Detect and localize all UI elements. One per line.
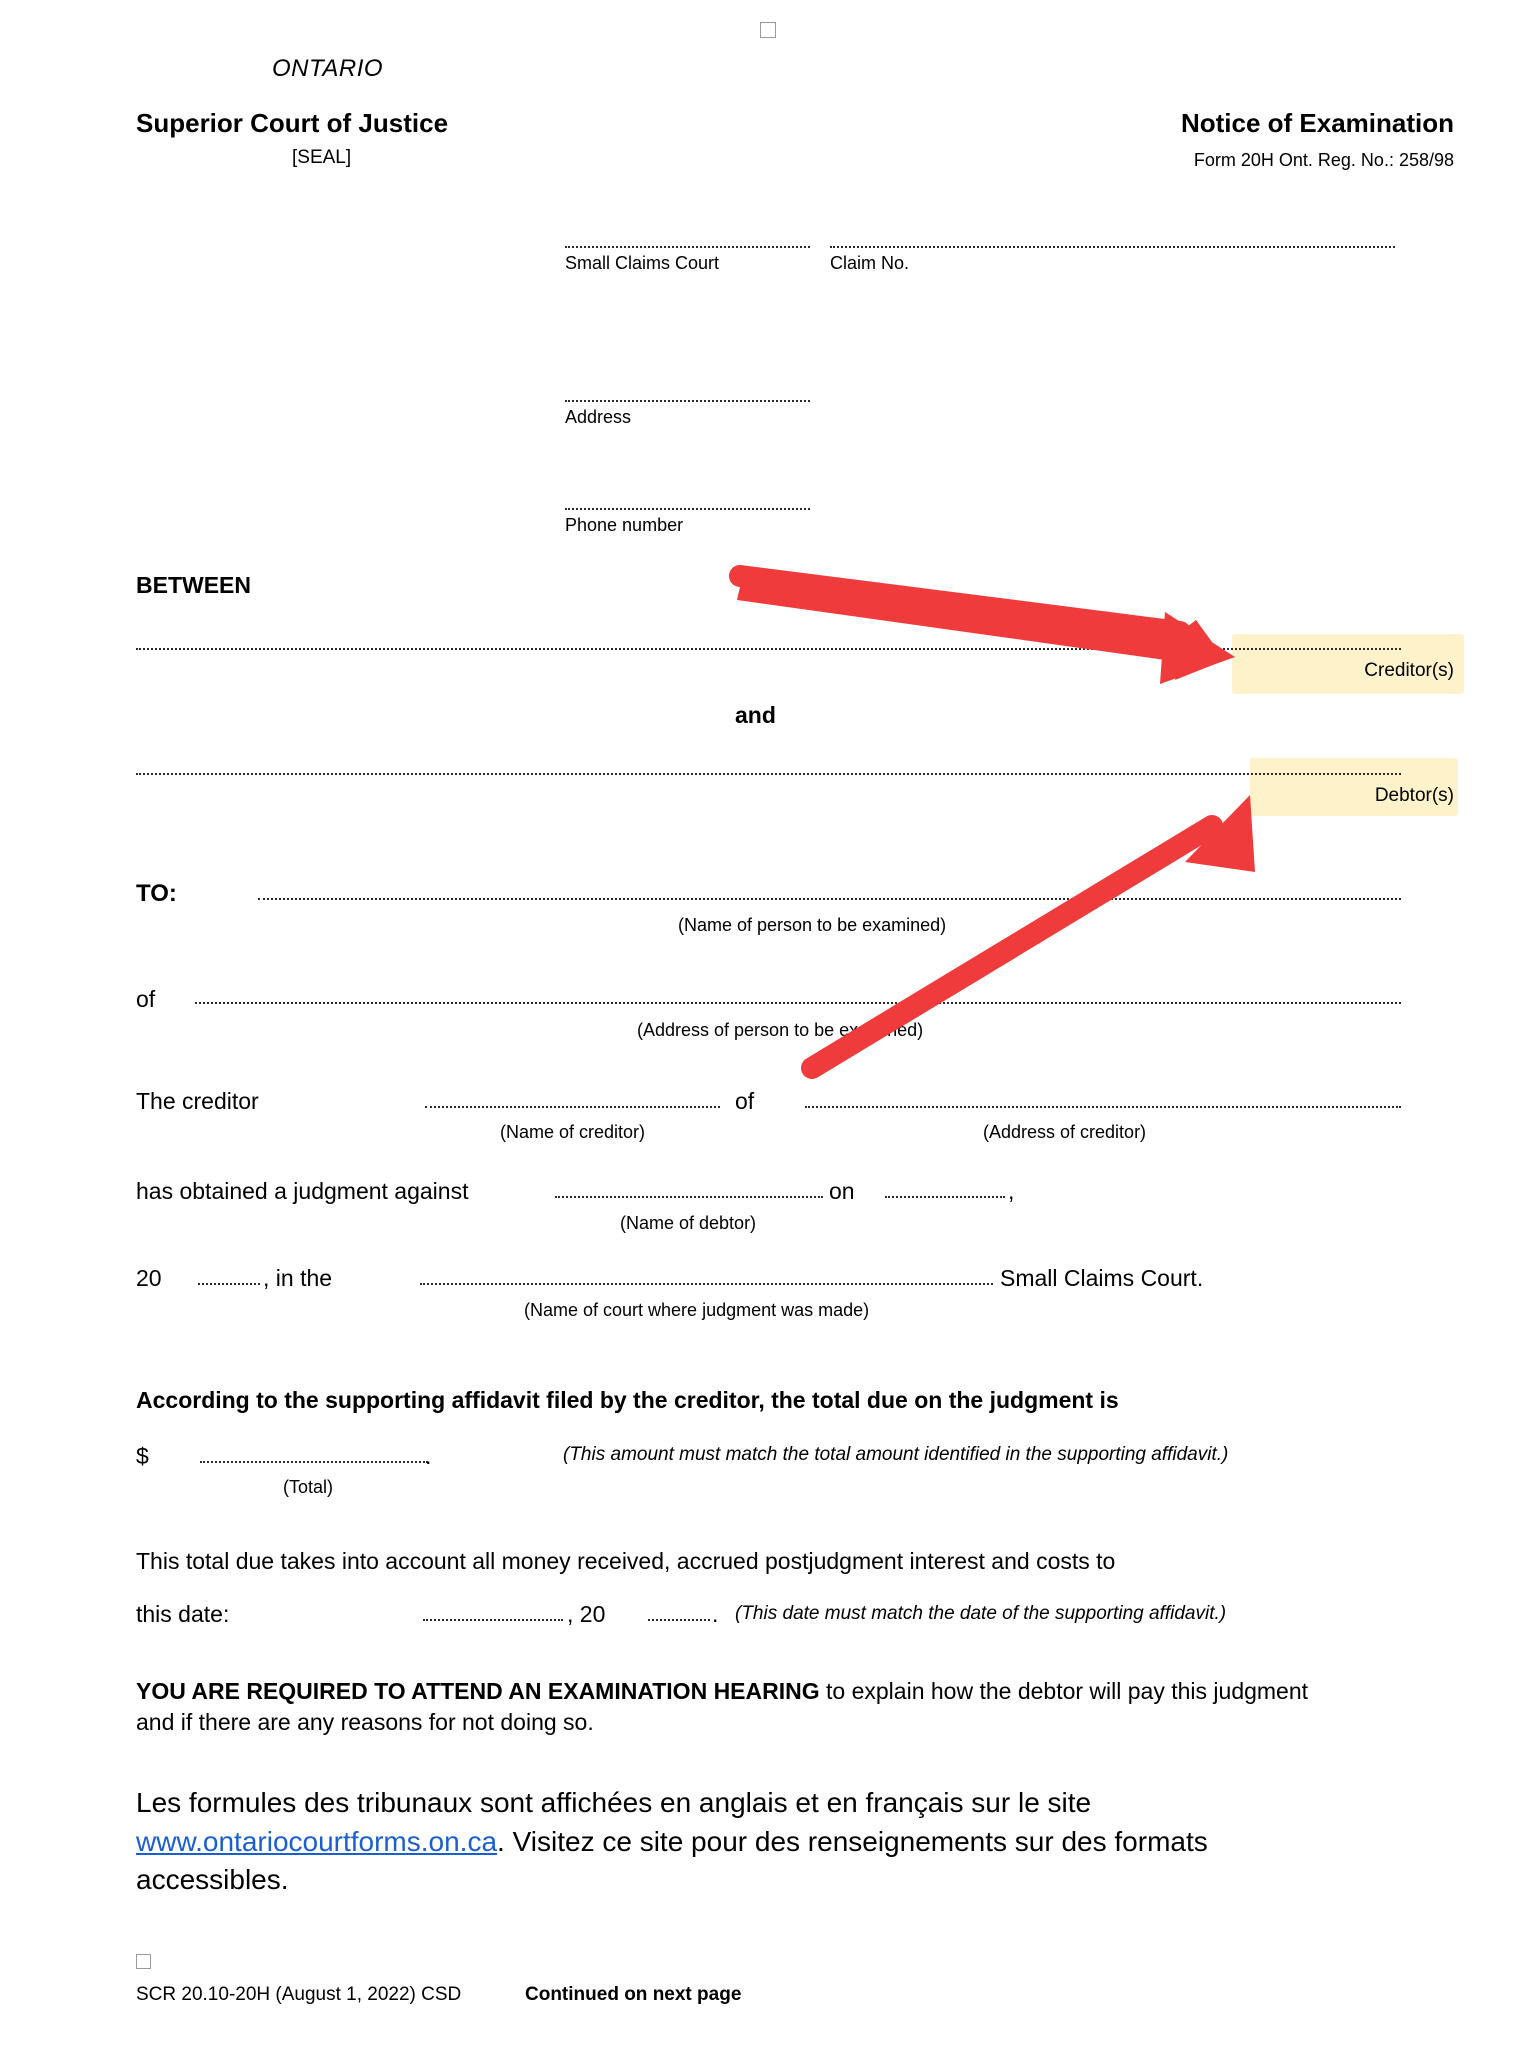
creditor-name-caption: (Name of creditor) [500,1122,646,1142]
person-name-input[interactable] [258,898,1401,900]
total-period: . [425,1443,432,1469]
seal-placeholder: [SEAL] [292,147,352,168]
judgment-in-the: , in the [263,1265,333,1291]
judgment-on-word: on [829,1178,855,1204]
this-date-label: this date: [136,1601,230,1627]
address-label: Address [565,407,632,427]
creditor-caption: Creditor(s) [1364,660,1454,681]
and-label: and [735,702,776,728]
claim-no-label: Claim No. [830,253,910,273]
page-title: Notice of Examination [1180,108,1454,138]
judgment-debtor-caption: (Name of debtor) [620,1213,757,1233]
judgment-lead-text: has obtained a judgment against [136,1178,469,1204]
judgment-year-input[interactable] [198,1283,260,1285]
judgment-court-input[interactable] [420,1283,993,1285]
phone-field [565,490,810,536]
footer-checkbox [136,1954,151,1969]
judgment-comma: , [1008,1178,1015,1204]
between-label: BETWEEN [136,572,251,598]
this-date-year-input[interactable] [648,1619,710,1621]
date-match-note: (This date must match the date of the supporting affidavit.) [735,1603,1227,1624]
total-caption: (Total) [283,1477,334,1497]
this-date-period: . [712,1601,719,1627]
person-address-caption: (Address of person to be examined) [637,1020,924,1040]
judgment-year-prefix: 20 [136,1265,162,1291]
small-claims-court-field [565,228,810,274]
arrow-to-creditor [737,576,1235,684]
this-date-year-prefix: , 20 [567,1601,606,1627]
french-notice-line1: Les formules des tribunaux sont affichées en anglais et en français sur le site [136,1787,1092,1818]
footer-form-code: SCR 20.10-20H (August 1, 2022) CSD [136,1984,462,2005]
required-notice-rest: to explain how the debtor will pay this judgment and if there are any reasons for not doing so. [136,1678,1309,1736]
creditor-name-input[interactable] [425,1106,720,1108]
small-claims-court-input[interactable] [565,228,810,248]
required-notice-bold: YOU ARE REQUIRED TO ATTEND AN EXAMINATION HEARING [136,1678,820,1704]
affidavit-heading: According to the supporting affidavit filed by the creditor, the total due on the judgment is [136,1387,1119,1413]
address-input[interactable] [565,382,810,402]
form-reference: Form 20H Ont. Reg. No.: 258/98 [1193,150,1454,170]
french-notice [136,1784,1356,1900]
debtor-caption: Debtor(s) [1374,785,1454,806]
phone-label: Phone number [565,515,684,535]
person-name-caption: (Name of person to be examined) [678,915,947,935]
this-date-input[interactable] [423,1619,563,1621]
court-name: Superior Court of Justice [136,108,449,138]
total-amount-input[interactable] [200,1461,428,1463]
judgment-date-input[interactable] [885,1196,1005,1198]
takes-into-account-text: This total due takes into account all money received, accrued postjudgment interest and costs to [136,1548,1116,1574]
creditor-address-caption: (Address of creditor) [983,1122,1147,1142]
claim-no-input[interactable] [830,228,1395,248]
to-label: TO: [136,880,177,907]
judgment-court-caption: (Name of court where judgment was made) [524,1300,870,1320]
french-notice-line2: . Visitez ce site pour des renseignements sur des formats accessibles. [136,1825,1208,1896]
debtor-input[interactable] [136,773,1401,775]
creditor-input[interactable] [136,648,1401,650]
court-info-row [565,228,1395,274]
small-claims-court-label: Small Claims Court [565,253,720,273]
jurisdiction-label: ONTARIO [272,55,384,82]
judgment-debtor-input[interactable] [555,1196,823,1198]
required-notice [136,1676,1316,1738]
judgment-court-suffix: Small Claims Court. [1000,1265,1204,1291]
of-label: of [136,986,156,1012]
claim-no-field [830,228,1395,274]
page-top-checkbox [760,22,776,38]
creditor-of-word: of [735,1088,755,1114]
ontario-court-forms-link[interactable]: www.ontariocourtforms.on.ca [136,1825,498,1857]
amount-match-note: (This amount must match the total amount identified in the supporting affidavit.) [563,1444,1229,1465]
footer-continued: Continued on next page [525,1984,742,2005]
dollar-sign: $ [136,1443,149,1469]
creditor-address-input[interactable] [805,1106,1401,1108]
phone-input[interactable] [565,490,810,510]
person-address-input[interactable] [195,1002,1401,1004]
creditor-lead-text: The creditor [136,1088,259,1114]
address-field [565,382,810,428]
